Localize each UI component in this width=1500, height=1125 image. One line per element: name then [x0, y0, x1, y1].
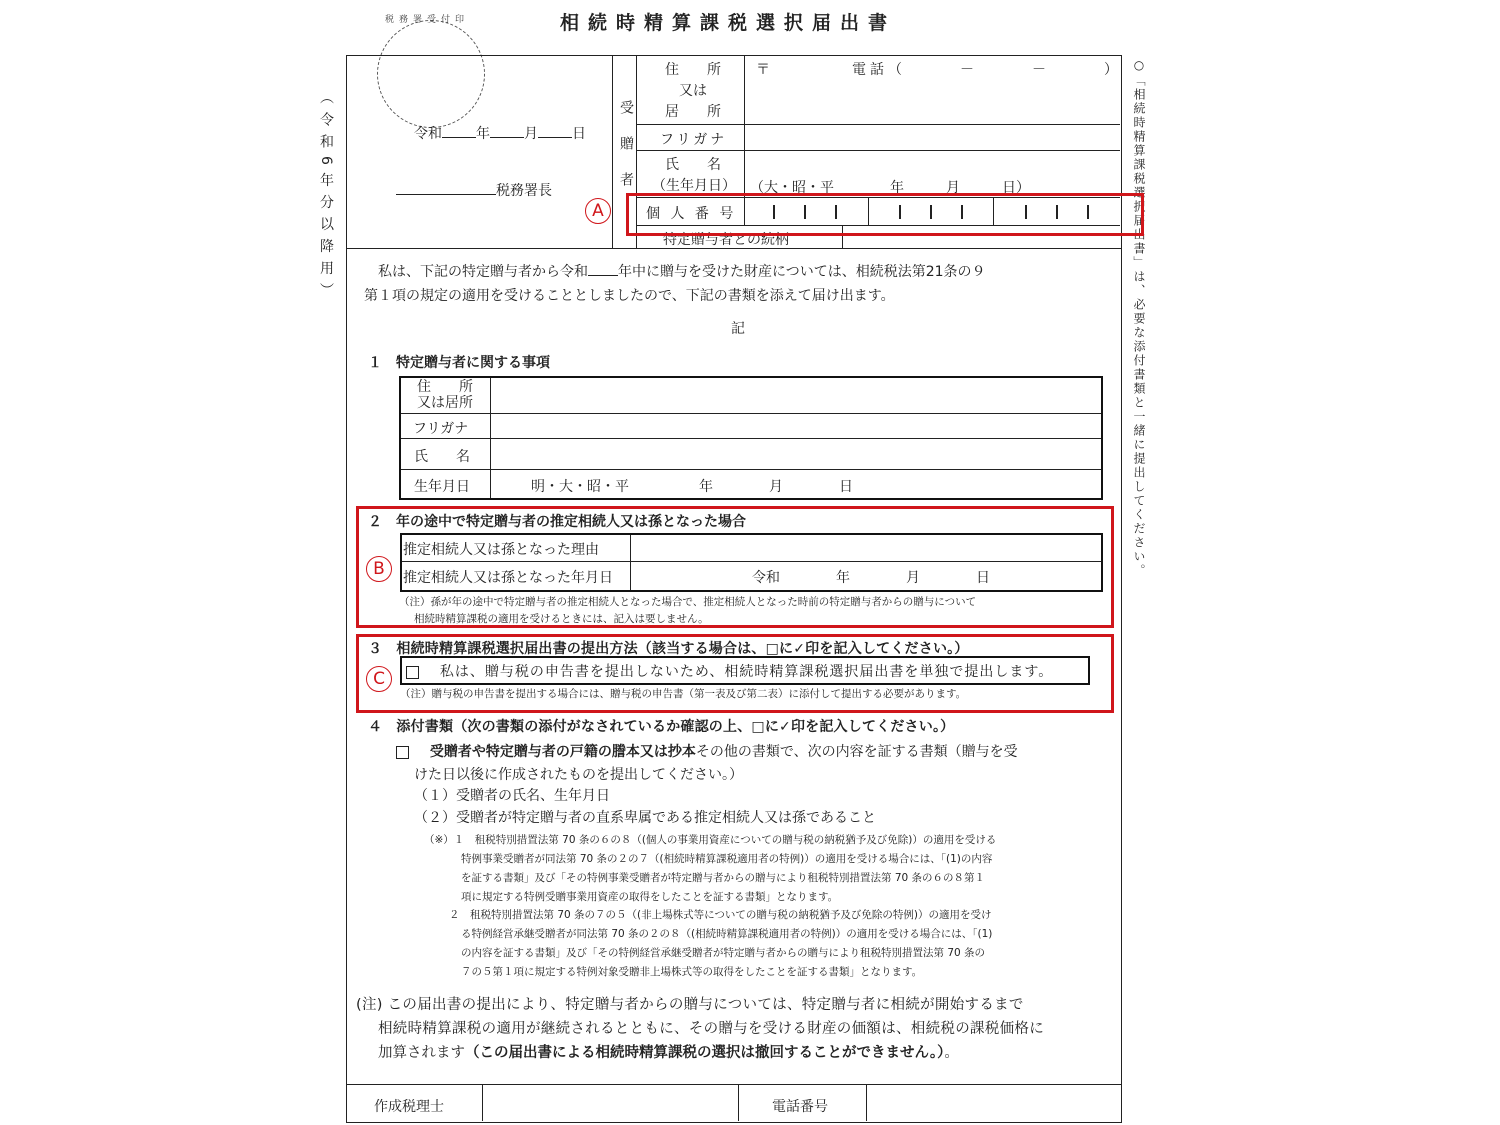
s3-option-text: 私は、贈与税の申告書を提出しないため、相続時精算課税選択届出書を単独で提出します。 — [439, 664, 1054, 680]
postal-mark: 〒 — [756, 62, 770, 78]
address-label-line3: 居 所 — [665, 104, 721, 120]
tax-office-label: 税務署長 — [496, 183, 552, 199]
header-divider-1 — [612, 55, 613, 248]
s1-name-label: 氏 名 — [414, 449, 470, 465]
recipient-furigana-field[interactable] — [746, 125, 1118, 149]
footer-phone-label: 電話番号 — [772, 1099, 828, 1115]
section1-rule-3 — [401, 469, 1101, 470]
intro-line1-post: 年中に贈与を受けた財産については、相続税法第21条の９ — [618, 264, 986, 280]
header-divider-3 — [744, 55, 745, 197]
section2-rule — [402, 561, 1101, 562]
s4-note2-line4: ７の５第１項に規定する特例対象受贈非上場株式等の取得をしたことを証する書類」となります。 — [461, 966, 923, 978]
footer-accountant-field[interactable] — [484, 1086, 736, 1119]
section3-heading: ３ 相続時精算課税選択届出書の提出方法（該当する場合は、□に✓印を記入してください。） — [368, 641, 969, 657]
s1-address-line1: 住 所 — [417, 379, 473, 395]
s1-address-label — [414, 379, 476, 411]
footer-phone-field[interactable] — [868, 1086, 1118, 1119]
date-day-label: 日 — [572, 126, 586, 142]
section2-heading: ２ 年の途中で特定贈与者の推定相続人又は孫となった場合 — [368, 514, 746, 530]
footer-accountant-label: 作成税理士 — [374, 1099, 444, 1115]
marker-c: C — [366, 666, 392, 692]
recipient-side-label: 受贈者 — [618, 100, 634, 208]
s1-furigana-field[interactable] — [492, 415, 1097, 437]
s1-birth-label: 生年月日 — [414, 479, 470, 495]
s2-note-line2: 相続時精算課税の適用を受けるときには、記入は要しません。 — [414, 613, 709, 625]
final-note-line1: (注) この届出書の提出により、特定贈与者からの贈与については、特定贈与者に相続が開始するまで — [356, 997, 1024, 1013]
name-label-line1: 氏 名 — [665, 157, 721, 173]
s3-option-checkbox[interactable] — [406, 666, 419, 679]
submission-note-vertical: ○「相続時精算課税選択届出書」は、必要な添付書類と一緒に提出してください。 — [1132, 58, 1146, 578]
s2-date-value: 令和 年 月 日 — [752, 570, 990, 586]
row-rule-2 — [636, 150, 1120, 151]
s4-sub1: （１）受贈者の氏名、生年月日 — [414, 788, 610, 804]
s4-item-line2: けた日以後に作成されたものを提出してください。） — [414, 767, 743, 783]
s1-address-field[interactable] — [492, 379, 1097, 412]
s1-address-line2: 又は居所 — [417, 395, 473, 411]
marker-b: B — [366, 556, 392, 582]
s1-birth-value: 明・大・昭・平 年 月 日 — [531, 479, 853, 495]
s4-note1-line4: 項に規定する特例受贈事業用資産の取得をしたことを証する書類」となります。 — [461, 891, 839, 903]
date-year-label: 年 — [476, 126, 490, 142]
footer-divider-3 — [866, 1084, 867, 1121]
mynumber-label: 個 人 番 号 — [646, 206, 737, 222]
edition-note-vertical: （令和6年分以降用） — [318, 90, 334, 305]
marker-a: A — [585, 198, 611, 224]
ki-label: 記 — [731, 321, 745, 337]
s3-note: （注）贈与税の申告書を提出する場合には、贈与税の申告書（第一表及び第二表）に添付して提出する必要があります。 — [400, 688, 967, 700]
date-month-label: 月 — [524, 126, 538, 142]
tax-office-line — [396, 180, 552, 200]
intro-paragraph — [378, 260, 986, 284]
address-label-line2: 又は — [679, 83, 707, 99]
address-label-line1: 住 所 — [665, 62, 721, 78]
recipient-phone: 電話（ － － ） — [852, 62, 1122, 78]
highlight-box-a — [626, 193, 1144, 236]
s2-reason-field[interactable] — [632, 536, 1097, 560]
footer-divider-2 — [738, 1084, 739, 1121]
s4-note1-line3: を証する書類」及び「その特例事業受贈者が特定贈与者からの贈与により租税特別措置法第 70 条の６の８第１ — [461, 872, 986, 884]
final-note-line2: 相続時精算課税の適用が継続されるとともに、その贈与を受ける財産の価額は、相続税の課税価格に — [378, 1021, 1044, 1037]
section4-heading: ４ 添付書類（次の書類の添付がなされているか確認の上、□に✓印を記入してください。） — [368, 719, 955, 735]
recipient-address-label — [658, 60, 728, 123]
section1-heading: １ 特定贈与者に関する事項 — [368, 355, 550, 371]
s4-item-checkbox[interactable] — [396, 746, 409, 759]
name-label-line2: （生年月日） — [652, 178, 736, 194]
final-note-line3-end: 。 — [944, 1045, 959, 1061]
s1-name-field[interactable] — [492, 440, 1097, 468]
s4-item-rest: その他の書類で、次の内容を証する書類（贈与を受 — [695, 744, 1018, 760]
s4-item-bold: 受贈者や特定贈与者の戸籍の謄本又は抄本 — [429, 744, 696, 760]
recipient-name-label — [652, 155, 734, 197]
intro-line2: 第１項の規定の適用を受けることとしましたので、下記の書類を添えて届け出ます。 — [364, 288, 895, 304]
footer-top-rule — [346, 1084, 1122, 1085]
final-note-line3 — [378, 1041, 959, 1065]
receipt-stamp-label: 税務署受付印 — [385, 15, 470, 25]
s4-note1-line1: （※）１ 租税特別措置法第 70 条の６の８（(個人の事業用資産についての贈与税の納税猶予及び免除)）の適用を受ける — [424, 834, 997, 846]
s4-note2-line1: ２ 租税特別措置法第 70 条の７の５（(非上場株式等についての贈与税の納税猶予及び免除の特例)）の適用を受け — [449, 909, 992, 921]
relation-label: 特定贈与者との続柄 — [663, 232, 789, 248]
date-prefix: 令和 — [414, 126, 442, 142]
section3-option[interactable] — [406, 661, 1053, 681]
final-note-line3-normal: 加算されます — [378, 1045, 465, 1061]
form-title: 相続時精算課税選択届出書 — [560, 12, 897, 34]
s4-note2-line2: る特例経営承継受贈者が同法第 70 条の２の８（(相続時精算課税適用者の特例)）の適用を受ける場合には、「(1) — [461, 928, 993, 940]
s2-note-line1: （注）孫が年の途中で特定贈与者の推定相続人となった場合で、推定相続人となった時前の特定贈与者からの贈与について — [399, 596, 977, 608]
s2-reason-label: 推定相続人又は孫となった理由 — [403, 542, 599, 558]
footer-divider-1 — [482, 1084, 483, 1121]
section2-label-divider — [630, 535, 631, 590]
s4-sub2: （２）受贈者が特定贈与者の直系卑属である推定相続人又は孫であること — [414, 810, 876, 826]
s2-date-label: 推定相続人又は孫となった年月日 — [403, 570, 613, 586]
final-note-line3-bold: （この届出書による相続時精算課税の選択は撤回することができません。） — [465, 1045, 945, 1061]
recipient-birth-value: （大・昭・平 年 月 日） — [750, 180, 1030, 196]
s4-item[interactable] — [396, 741, 1018, 761]
s4-note2-line3: の内容を証する書類」及び「その特例経営承継受贈者が特定贈与者からの贈与により租税特別措置法第 70 条の — [461, 947, 986, 959]
s4-note1-line2: 特例事業受贈者が同法第 70 条の２の７（(相続時精算課税適用者の特例)）の適用を受ける場合には、「(1)の内容 — [461, 853, 993, 865]
section1-rule-2 — [401, 438, 1101, 439]
recipient-furigana-label: フリガナ — [660, 132, 728, 148]
s1-furigana-label: フリガナ — [413, 421, 469, 437]
section1-rule-1 — [401, 413, 1101, 414]
intro-line1-pre: 私は、下記の特定贈与者から令和 — [378, 264, 588, 280]
header-date — [414, 123, 586, 143]
